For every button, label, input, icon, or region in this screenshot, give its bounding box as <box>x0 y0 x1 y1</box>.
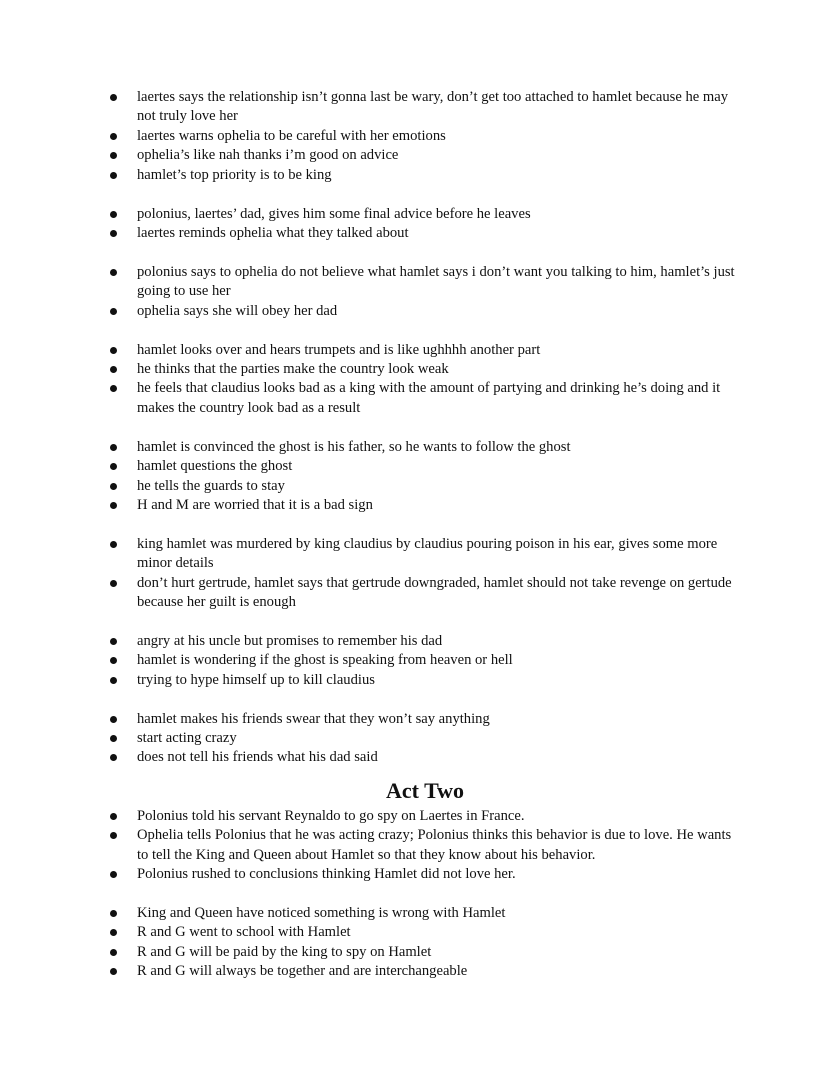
bullet-item <box>110 748 740 767</box>
bullet-text: he tells the guards to stay <box>137 477 285 494</box>
bullet-item <box>110 943 740 962</box>
bullet-item <box>110 477 740 496</box>
bullet-text: hamlet questions the ghost <box>137 458 293 475</box>
bullet-item <box>110 127 740 146</box>
bullet-dot-icon <box>110 230 117 237</box>
bullet-group <box>110 205 740 244</box>
section-heading-act-two: Act Two <box>385 777 464 803</box>
bullet-item <box>110 535 740 574</box>
bullet-item <box>110 205 740 224</box>
bullet-dot-icon <box>110 735 117 742</box>
bullet-item <box>110 826 740 865</box>
bullet-text: hamlet looks over and hears trumpets and is like ughhhh another part <box>137 341 541 358</box>
bullet-dot-icon <box>110 657 117 664</box>
bullet-dot-icon <box>110 910 117 917</box>
bullet-group <box>110 632 740 690</box>
bullet-group <box>110 535 740 613</box>
bullet-text: start acting crazy <box>137 730 237 747</box>
bullet-text: polonius says to ophelia do not believe what hamlet says i don’t want you talking to him, hamlet’s just going to use her <box>137 263 735 300</box>
bullet-text: laertes warns ophelia to be careful with her emotions <box>137 127 446 144</box>
bullet-item <box>110 651 740 670</box>
bullet-item <box>110 671 740 690</box>
bullet-item <box>110 962 740 981</box>
act-two-notes <box>110 807 740 982</box>
bullet-item <box>110 807 740 826</box>
bullet-item <box>110 224 740 243</box>
bullet-item <box>110 729 740 748</box>
bullet-text: hamlet is wondering if the ghost is speaking from heaven or hell <box>137 652 513 669</box>
bullet-dot-icon <box>110 269 117 276</box>
bullet-text: he feels that claudius looks bad as a king with the amount of partying and drinking he’s doing and it makes the country look bad as a result <box>137 380 721 416</box>
bullet-text: hamlet is convinced the ghost is his father, so he wants to follow the ghost <box>137 438 571 455</box>
bullet-item <box>110 865 740 884</box>
bullet-item <box>110 379 740 418</box>
bullet-group <box>110 438 740 516</box>
bullet-dot-icon <box>110 133 117 140</box>
bullet-group <box>110 904 740 982</box>
bullet-text: he thinks that the parties make the country look weak <box>137 360 449 377</box>
bullet-dot-icon <box>110 677 117 684</box>
bullet-item <box>110 263 740 302</box>
bullet-dot-icon <box>110 541 117 548</box>
notes-content <box>110 88 740 982</box>
bullet-dot-icon <box>110 483 117 490</box>
bullet-group <box>110 341 740 419</box>
bullet-item <box>110 88 740 127</box>
bullet-group <box>110 88 740 185</box>
bullet-dot-icon <box>110 347 117 354</box>
bullet-dot-icon <box>110 94 117 101</box>
bullet-item <box>110 632 740 651</box>
bullet-text: R and G will always be together and are interchangeable <box>137 963 468 980</box>
bullet-group <box>110 710 740 768</box>
bullet-dot-icon <box>110 929 117 936</box>
bullet-text: angry at his uncle but promises to remember his dad <box>137 632 443 649</box>
bullet-dot-icon <box>110 754 117 761</box>
bullet-item <box>110 710 740 729</box>
bullet-item <box>110 457 740 476</box>
bullet-text: King and Queen have noticed something is wrong with Hamlet <box>137 905 506 921</box>
bullet-item <box>110 341 740 360</box>
bullet-dot-icon <box>110 716 117 723</box>
bullet-text: hamlet makes his friends swear that they won’t say anything <box>137 710 490 727</box>
bullet-dot-icon <box>110 444 117 451</box>
bullet-text: laertes reminds ophelia what they talked about <box>137 224 409 241</box>
bullet-item <box>110 146 740 165</box>
bullet-text: does not tell his friends what his dad said <box>137 749 378 766</box>
bullet-dot-icon <box>110 832 117 839</box>
bullet-group <box>110 807 740 885</box>
bullet-text: R and G will be paid by the king to spy on Hamlet <box>137 943 432 960</box>
bullet-text: Polonius rushed to conclusions thinking Hamlet did not love her. <box>137 866 516 883</box>
bullet-item <box>110 438 740 457</box>
bullet-text: ophelia says she will obey her dad <box>137 302 338 319</box>
bullet-group <box>110 263 740 321</box>
bullet-text: polonius, laertes’ dad, gives him some final advice before he leaves <box>137 205 531 222</box>
bullet-item <box>110 302 740 321</box>
bullet-item <box>110 166 740 185</box>
bullet-dot-icon <box>110 463 117 470</box>
bullet-dot-icon <box>110 211 117 218</box>
bullet-dot-icon <box>110 813 117 820</box>
act-one-notes <box>110 88 740 768</box>
bullet-text: R and G went to school with Hamlet <box>137 924 351 941</box>
bullet-text: ophelia’s like nah thanks i’m good on advice <box>137 147 399 164</box>
bullet-text: Ophelia tells Polonius that he was acting crazy; Polonius thinks this behavior is due to love. He wants to tell the King and Queen about Hamlet so that they know about his behavior. <box>137 827 732 863</box>
bullet-dot-icon <box>110 172 117 179</box>
bullet-text: laertes says the relationship isn’t gonna last be wary, don’t get too attached to hamlet because he may not truly love her <box>137 89 729 125</box>
bullet-item <box>110 923 740 942</box>
bullet-text: hamlet’s top priority is to be king <box>137 166 332 183</box>
bullet-dot-icon <box>110 949 117 956</box>
bullet-text: Polonius told his servant Reynaldo to go spy on Laertes in France. <box>137 807 525 824</box>
bullet-dot-icon <box>110 638 117 645</box>
bullet-item <box>110 904 740 923</box>
bullet-dot-icon <box>110 580 117 587</box>
bullet-text: H and M are worried that it is a bad sign <box>137 496 373 513</box>
bullet-text: trying to hype himself up to kill claudius <box>137 671 375 688</box>
bullet-text: king hamlet was murdered by king claudius by claudius pouring poison in his ear, gives some more minor details <box>137 535 718 572</box>
bullet-item <box>110 360 740 379</box>
bullet-item <box>110 496 740 515</box>
bullet-dot-icon <box>110 871 117 878</box>
bullet-dot-icon <box>110 366 117 373</box>
bullet-dot-icon <box>110 152 117 159</box>
bullet-dot-icon <box>110 968 117 975</box>
bullet-text: don’t hurt gertrude, hamlet says that gertrude downgraded, hamlet should not take revenge on gertude because her guilt is enough <box>137 574 732 611</box>
bullet-dot-icon <box>110 385 117 392</box>
bullet-dot-icon <box>110 308 117 315</box>
bullet-dot-icon <box>110 502 117 509</box>
bullet-item <box>110 574 740 613</box>
